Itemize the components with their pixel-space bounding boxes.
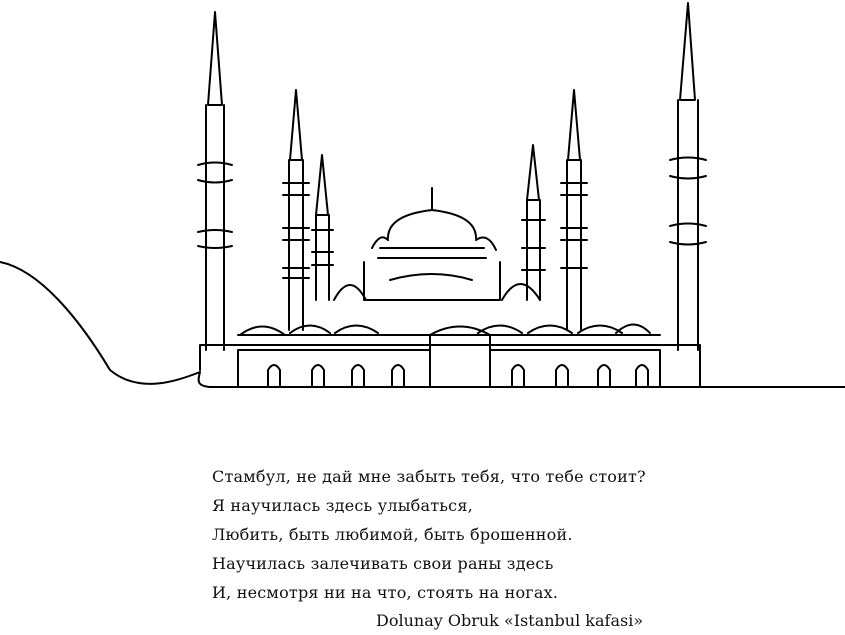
poem-line: Стамбул, не дай мне забыть тебя, что тебе стоит?: [212, 467, 646, 486]
arches-left: [268, 365, 404, 387]
small-domes-row: [240, 325, 650, 336]
central-dome: [364, 188, 500, 300]
poem-line: Любить, быть любимой, быть брошенной.: [212, 525, 573, 544]
minaret-far-right: [670, 3, 706, 350]
minaret-far-left: [198, 12, 232, 350]
minaret-inner-right: [561, 90, 587, 330]
poem-line: И, несмотря ни на что, стоять на ногах.: [212, 583, 559, 602]
dome-right: [502, 284, 540, 300]
minaret-inner-left: [283, 90, 309, 330]
poem-line: Я научилась здесь улыбаться,: [212, 496, 473, 515]
arches-right: [512, 365, 648, 387]
minaret-inner-left-2: [312, 155, 333, 300]
dome-left: [334, 285, 366, 300]
ground-line: [0, 262, 845, 387]
minaret-inner-right-2: [522, 145, 545, 300]
poem-line: Научилась залечивать свои раны здесь: [212, 554, 554, 573]
courtyard-wall: [200, 335, 700, 387]
poem-attribution: Dolunay Obruk «Istanbul kafasi»: [376, 611, 644, 630]
poem: [212, 462, 732, 607]
